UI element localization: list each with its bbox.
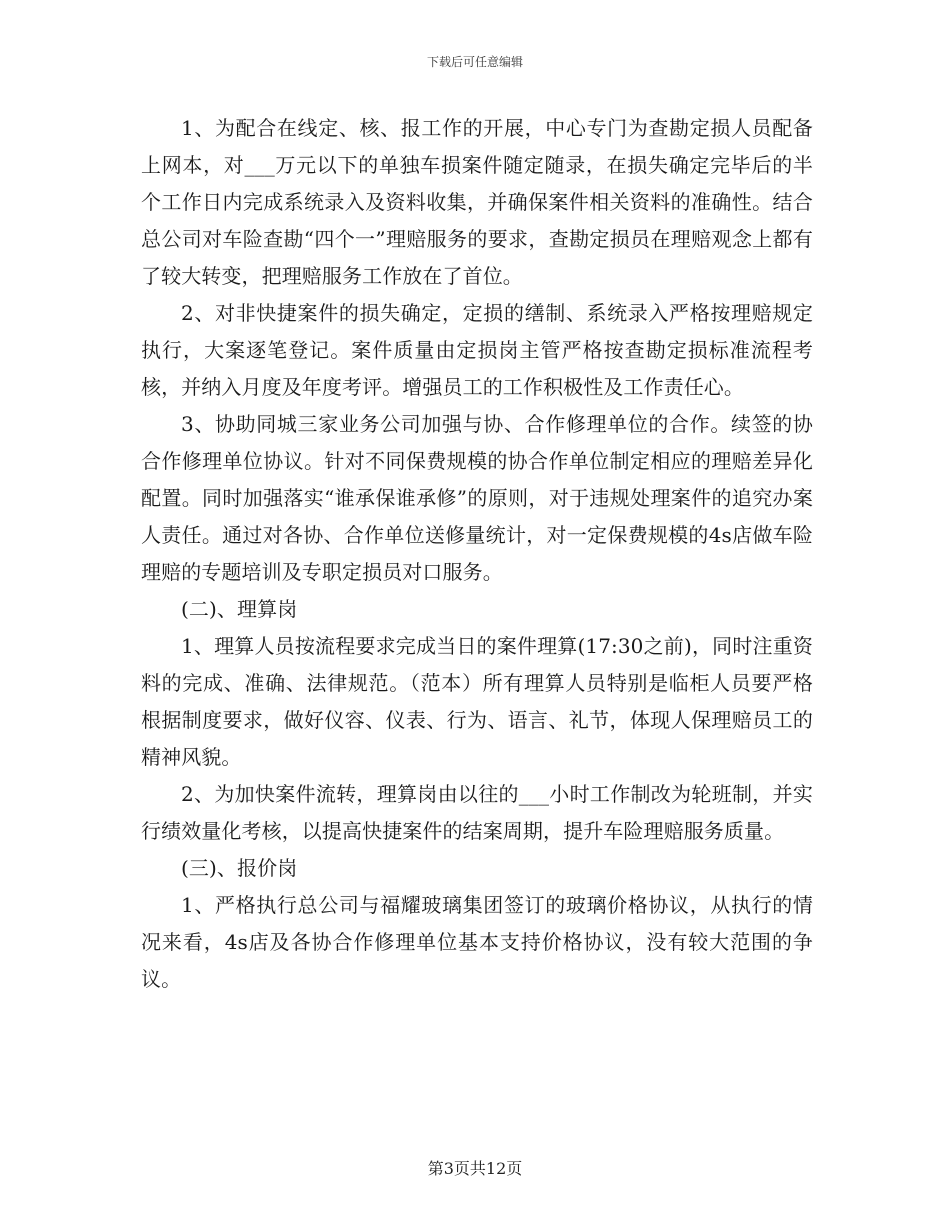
paragraph: 1、严格执行总公司与福耀玻璃集团签订的玻璃价格协议，从执行的情况来看，4s店及各协合作修理单位基本支持价格协议，没有较大范围的争议。: [141, 893, 813, 991]
page-header: 下载后可任意编辑: [426, 55, 523, 69]
paragraph: 2、对非快捷案件的损失确定，定损的缮制、系统录入严格按理赔规定执行，大案逐笔登记。案件质量由定损岗主管严格按查勘定损标准流程考核，并纳入月度及年度考评。增强员工的工作积极性及工作责任心。: [141, 301, 813, 399]
page-number: 第3页共12页: [427, 1159, 523, 1178]
document-body: [141, 110, 813, 998]
section-heading: (二)、理算岗: [181, 597, 298, 621]
paragraph: 2、为加快案件流转，理算岗由以往的___小时工作制改为轮班制，并实行绩效量化考核，以提高快捷案件的结案周期，提升车险理赔服务质量。: [141, 782, 813, 843]
paragraph: 3、协助同城三家业务公司加强与协、合作修理单位的合作。续签的协合作修理单位协议。针对不同保费规模的协合作单位制定相应的理赔差异化配置。同时加强落实“谁承保谁承修”的原则，对于违规处理案件的追究办案人责任。通过对各协、合作单位送修量统计，对一定保费规模的4s店做车险理赔的专题培训及专职定损员对口服务。: [141, 412, 813, 584]
paragraph: 1、理算人员按流程要求完成当日的案件理算(17:30之前)，同时注重资料的完成、准确、法律规范。（范本）所有理算人员特别是临柜人员要严格根据制度要求，做好仪容、仪表、行为、语言、礼节，体现人保理赔员工的精神风貌。: [141, 634, 813, 769]
section-heading: (三)、报价岗: [181, 856, 298, 880]
paragraph: 1、为配合在线定、核、报工作的开展，中心专门为查勘定损人员配备上网本，对___万元以下的单独车损案件随定随录，在损失确定完毕后的半个工作日内完成系统录入及资料收集，并确保案件相关资料的准确性。结合总公司对车险查勘“四个一”理赔服务的要求，查勘定损员在理赔观念上都有了较大转变，把理赔服务工作放在了首位。: [141, 116, 813, 288]
